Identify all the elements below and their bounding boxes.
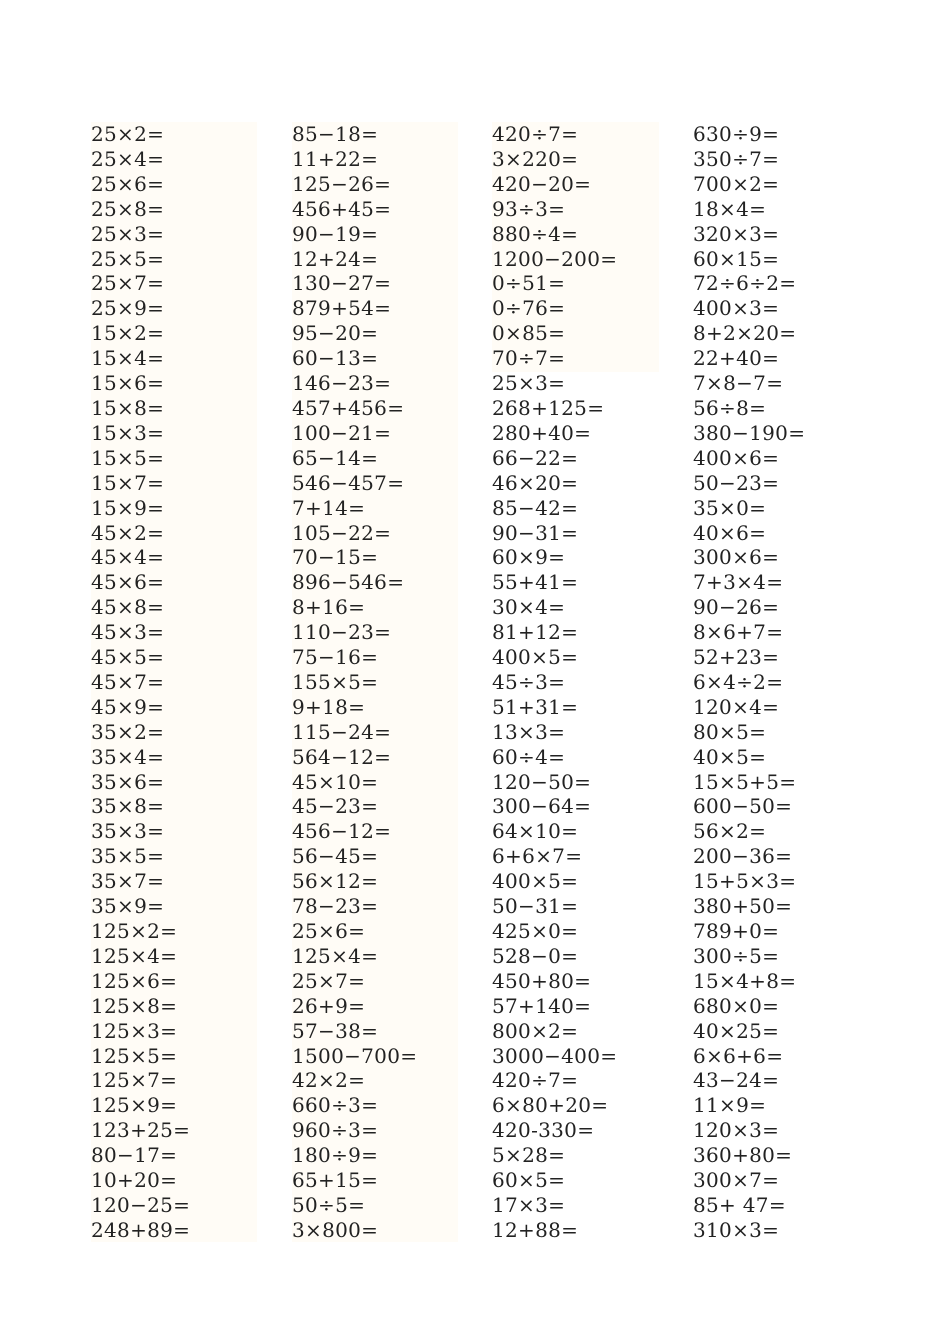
math-problem: 35×9= [91,894,165,919]
math-problem: 115−24= [292,719,392,744]
math-problem: 125×9= [91,1093,178,1118]
math-problem: 400×5= [492,645,579,670]
math-problem: 50−31= [492,894,579,919]
math-problem: 180÷9= [292,1143,379,1168]
math-problem: 25×9= [91,296,165,321]
math-problem: 35×3= [91,819,165,844]
math-problem: 56÷8= [693,395,767,420]
math-problem: 6×4÷2= [693,669,784,694]
math-problem: 25×5= [91,246,165,271]
math-problem: 64×10= [492,819,579,844]
math-problem: 125×8= [91,993,178,1018]
math-problem: 15×5+5= [693,769,797,794]
math-problem: 100−21= [292,420,392,445]
math-problem: 130−27= [292,271,392,296]
math-problem: 45×5= [91,645,165,670]
math-problem: 17×3= [492,1192,566,1217]
math-problem: 3×220= [492,146,579,171]
math-problem: 8×6+7= [693,620,784,645]
math-problem: 43−24= [693,1068,780,1093]
math-problem: 45×2= [91,520,165,545]
math-problem: 7+14= [292,495,366,520]
math-problem: 25×4= [91,146,165,171]
math-problem: 50÷5= [292,1192,366,1217]
math-problem: 1500−700= [292,1043,418,1068]
math-problem: 56−45= [292,844,379,869]
math-problem: 600−50= [693,794,793,819]
math-problem: 8+16= [292,595,366,620]
math-problem: 85+ 47= [693,1192,786,1217]
math-problem: 155×5= [292,669,379,694]
math-problem: 42×2= [292,1068,366,1093]
math-problem: 15×8= [91,395,165,420]
math-problem: 56×2= [693,819,767,844]
math-problem: 57−38= [292,1018,379,1043]
math-problem: 40×25= [693,1018,780,1043]
math-problem: 81+12= [492,620,579,645]
math-problem: 125×3= [91,1018,178,1043]
math-problem: 300×7= [693,1168,780,1193]
math-problem: 12+88= [492,1217,579,1242]
math-problem: 896−546= [292,570,405,595]
math-problem: 450+80= [492,968,592,993]
math-problem: 528−0= [492,943,579,968]
math-problem: 80−17= [91,1143,178,1168]
math-problem: 125×5= [91,1043,178,1068]
math-problem: 25×8= [91,196,165,221]
math-problem: 400×5= [492,869,579,894]
math-problem: 60−13= [292,346,379,371]
math-problem: 380+50= [693,894,793,919]
math-problem: 50−23= [693,470,780,495]
math-problem: 400×3= [693,296,780,321]
math-problem: 78−23= [292,894,379,919]
math-problem: 80×5= [693,719,767,744]
math-problem: 420÷7= [492,1068,579,1093]
math-problem: 60×9= [492,545,566,570]
math-problem: 15×4+8= [693,968,797,993]
math-problem: 45×8= [91,595,165,620]
math-problem: 55+41= [492,570,579,595]
math-problem: 120×4= [693,694,780,719]
math-problem: 630÷9= [693,122,780,146]
math-problem: 93÷3= [492,196,566,221]
math-problem: 123+25= [91,1118,191,1143]
math-problem: 70÷7= [492,346,566,371]
math-problem: 350÷7= [693,146,780,171]
math-problem: 146−23= [292,371,392,396]
math-problem: 12+24= [292,246,379,271]
math-problem: 45×10= [292,769,379,794]
math-problem: 320×3= [693,221,780,246]
math-problem: 789+0= [693,919,780,943]
math-problem: 15+5×3= [693,869,797,894]
math-problem: 456+45= [292,196,392,221]
math-problem: 3000−400= [492,1043,618,1068]
math-problem: 456−12= [292,819,392,844]
math-problem: 60÷4= [492,744,566,769]
math-problem: 960÷3= [292,1118,379,1143]
math-problem: 420-330= [492,1118,595,1143]
math-problem: 26+9= [292,993,366,1018]
math-problem: 56×12= [292,869,379,894]
math-problem: 30×4= [492,595,566,620]
math-problem: 5×28= [492,1143,566,1168]
math-problem: 8+2×20= [693,321,797,346]
math-problem: 120−25= [91,1192,191,1217]
math-problem: 300×6= [693,545,780,570]
math-problem: 45÷3= [492,669,566,694]
math-problem: 280+40= [492,420,592,445]
math-problem: 125×2= [91,919,178,943]
math-problem: 6×80+20= [492,1093,609,1118]
math-problem: 9+18= [292,694,366,719]
math-problem: 700×2= [693,171,780,196]
math-problem: 45×9= [91,694,165,719]
math-problem: 35×5= [91,844,165,869]
math-problem: 268+125= [492,395,605,420]
math-problem: 13×3= [492,719,566,744]
math-problem: 125×7= [91,1068,178,1093]
math-problem: 35×6= [91,769,165,794]
math-problem: 879+54= [292,296,392,321]
math-problem: 25×6= [91,171,165,196]
math-problem: 45−23= [292,794,379,819]
math-problem: 6+6×7= [492,844,583,869]
math-problem: 7+3×4= [693,570,784,595]
math-problem: 660÷3= [292,1093,379,1118]
math-problem: 35×7= [91,869,165,894]
math-problem: 125×4= [91,943,178,968]
math-problem: 85−42= [492,495,579,520]
math-problem: 7×8−7= [693,371,784,396]
math-problem: 75−16= [292,645,379,670]
math-problem: 0÷76= [492,296,566,321]
math-problem: 420−20= [492,171,592,196]
math-problem: 400×6= [693,445,780,470]
problem-column-2 [292,122,417,1243]
math-problem: 3×800= [292,1217,379,1242]
math-problem: 25×3= [91,221,165,246]
math-problem: 25×2= [91,122,165,146]
math-problem: 120−50= [492,769,592,794]
math-problem: 60×5= [492,1168,566,1193]
math-problem: 110−23= [292,620,392,645]
math-problem: 85−18= [292,122,379,146]
math-problem: 420÷7= [492,122,579,146]
math-problem: 125−26= [292,171,392,196]
math-problem: 380−190= [693,420,806,445]
math-problem: 18×4= [693,196,767,221]
math-problem: 90−31= [492,520,579,545]
math-problem: 10+20= [91,1168,178,1193]
math-problem: 22+40= [693,346,780,371]
math-problem: 125×4= [292,943,379,968]
math-problem: 70−15= [292,545,379,570]
math-problem: 310×3= [693,1217,780,1242]
math-problem: 15×3= [91,420,165,445]
math-problem: 51+31= [492,694,579,719]
math-problem: 15×5= [91,445,165,470]
math-problem: 65−14= [292,445,379,470]
math-problem: 60×15= [693,246,780,271]
math-problem: 65+15= [292,1168,379,1193]
math-problem: 11+22= [292,146,379,171]
math-problem: 35×2= [91,719,165,744]
math-problem: 57+140= [492,993,592,1018]
math-problem: 680×0= [693,993,780,1018]
math-problem: 457+456= [292,395,405,420]
math-problem: 95−20= [292,321,379,346]
math-problem: 200−36= [693,844,793,869]
math-problem: 35×4= [91,744,165,769]
math-problem: 120×3= [693,1118,780,1143]
problem-column-1 [91,122,190,1243]
math-problem: 90−19= [292,221,379,246]
math-problem: 46×20= [492,470,579,495]
math-problem: 66−22= [492,445,579,470]
math-problem: 25×6= [292,919,366,943]
math-problem: 15×6= [91,371,165,396]
math-problem: 880÷4= [492,221,579,246]
math-problem: 360+80= [693,1143,793,1168]
math-problem: 15×4= [91,346,165,371]
math-problem: 105−22= [292,520,392,545]
math-problem: 300−64= [492,794,592,819]
math-problem: 45×7= [91,669,165,694]
math-problem: 1200−200= [492,246,618,271]
math-problem: 45×6= [91,570,165,595]
math-problem: 25×7= [292,968,366,993]
math-problem: 248+89= [91,1217,191,1242]
math-problem: 52+23= [693,645,780,670]
problem-column-3 [492,122,617,1243]
math-problem: 40×5= [693,744,767,769]
math-problem: 45×3= [91,620,165,645]
math-problem: 45×4= [91,545,165,570]
math-problem: 25×7= [91,271,165,296]
math-problem: 6×6+6= [693,1043,784,1068]
math-problem: 15×7= [91,470,165,495]
problem-column-4 [693,122,805,1243]
math-problem: 35×8= [91,794,165,819]
math-problem: 72÷6÷2= [693,271,797,296]
math-problem: 125×6= [91,968,178,993]
math-problem: 300÷5= [693,943,780,968]
math-problem: 90−26= [693,595,780,620]
math-problem: 40×6= [693,520,767,545]
math-problem: 546−457= [292,470,405,495]
math-problem: 15×9= [91,495,165,520]
math-problem: 11×9= [693,1093,767,1118]
math-problem: 0÷51= [492,271,566,296]
math-problem: 800×2= [492,1018,579,1043]
math-problem: 0×85= [492,321,566,346]
math-problem: 564−12= [292,744,392,769]
math-problem: 25×3= [492,371,566,396]
math-problem: 35×0= [693,495,767,520]
math-problem: 425×0= [492,919,579,943]
math-problem: 15×2= [91,321,165,346]
